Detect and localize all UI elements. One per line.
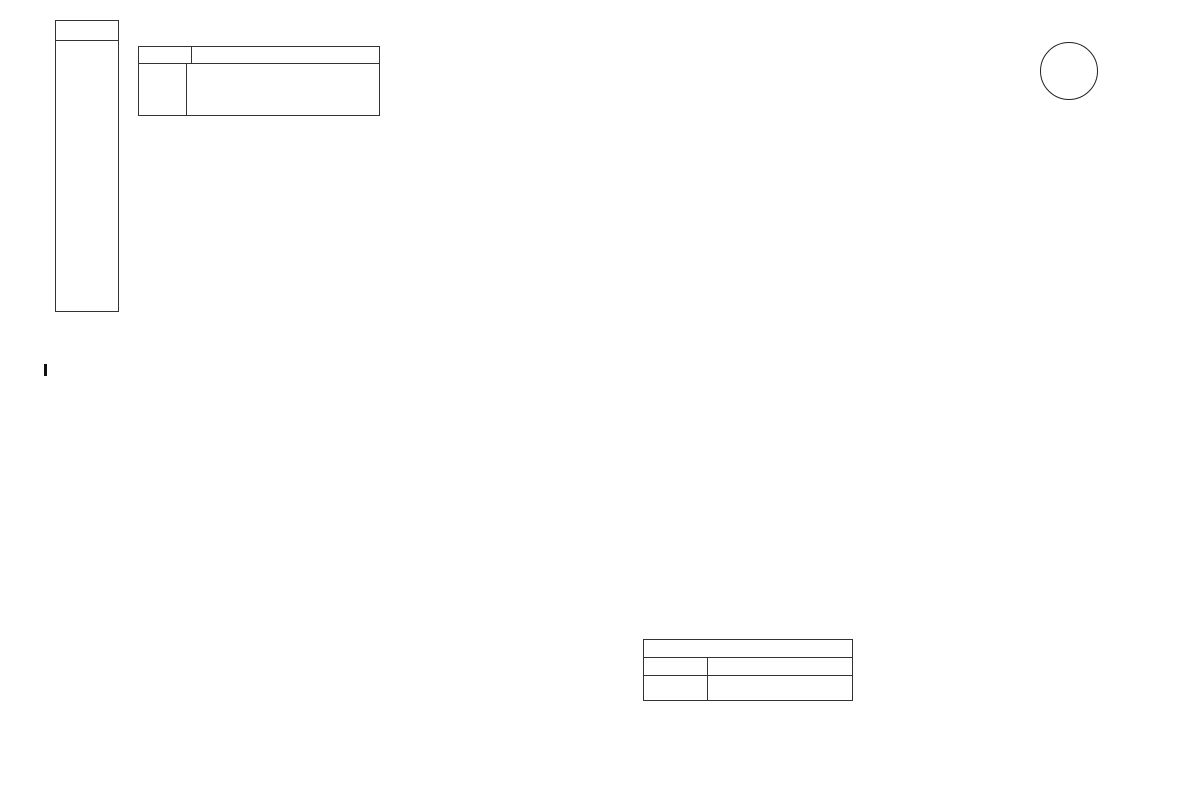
exam-number-grid bbox=[56, 41, 118, 47]
name-label bbox=[139, 64, 187, 115]
mark-example-box bbox=[643, 639, 853, 701]
exam-number-label bbox=[56, 21, 118, 41]
bad-example-marks bbox=[708, 676, 852, 700]
margin-tick bbox=[44, 364, 47, 376]
furigana-label bbox=[144, 47, 192, 63]
notes-section bbox=[388, 588, 638, 593]
good-example-mark bbox=[644, 676, 708, 700]
bad-example-label bbox=[708, 658, 852, 675]
mark-example-title bbox=[644, 640, 852, 658]
name-field[interactable] bbox=[183, 64, 382, 115]
good-example-label bbox=[644, 658, 708, 675]
answer-sheet bbox=[137, 138, 1112, 703]
name-box bbox=[138, 46, 380, 116]
exam-number-box bbox=[55, 20, 119, 312]
subject-badge bbox=[1040, 42, 1098, 100]
